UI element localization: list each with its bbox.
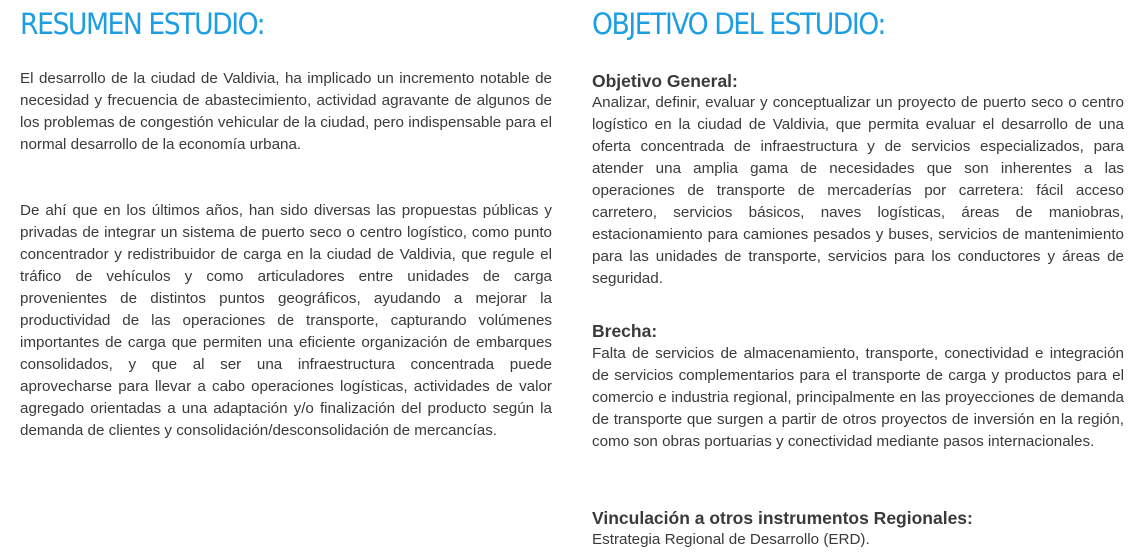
resumen-paragraph-1: El desarrollo de la ciudad de Valdivia, ha implicado un incremento notable de necesidad y frecuencia de abastecimiento, actividad agravante de algunos de los problemas de congestión vehicular de la ciudad, pero indispensable para el normal desarrollo de la economía urbana.	[20, 70, 552, 153]
vinculacion-text: Estrategia Regional de Desarrollo (ERD).	[592, 531, 870, 548]
resumen-paragraph-2: De ahí que en los últimos años, han sido diversas las propuestas públicas y privadas de integrar un sistema de puerto seco o centro logístico, como punto concentrador y redistribuidor de carga en la ciudad de Valdivia, que regule el tráfico de vehículos y como articuladores entre unidades de carga provenientes de distintos puntos geográficos, ayudando a mejorar la productividad de las operaciones de transporte, capturando volúmenes importantes de carga que permiten una eficiente organización de embarques consolidados, y que al ser una infraestructura concentrada puede aprovecharse para llevar a cabo operaciones logísticas, actividades de valor agregado orientadas a una adaptación y/o finalización del producto según la demanda de clientes y consolidación/desconsolidación de mercancías.	[20, 202, 552, 439]
brecha-heading: Brecha:	[592, 321, 658, 341]
brecha-text: Falta de servicios de almacenamiento, transporte, conectividad e integración de servicios complementarios para el transporte de carga y productos para el comercio e industria regional, principalmente en las proyecciones de demanda de transporte que surgen a partir de otros proyectos de inversión en la región, como son obras portuarias y conectividad mediante pasos internacionales.	[592, 345, 1124, 450]
objetivo-general-text: Analizar, definir, evaluar y conceptualizar un proyecto de puerto seco o centro logístico en la ciudad de Valdivia, que permita evaluar el desarrollo de una oferta concentrada de infraestructura y de servicios especializados, para atender una amplia gama de necesidades que son inherentes a las operaciones de transporte de mercaderías por carretera: fácil acceso carretero, servicios básicos, naves logísticas, áreas de maniobras, estacionamiento para camiones pesados y buses, servicios de mantenimiento para las unidades de transporte, servicios para los conductores y áreas de seguridad.	[592, 94, 1124, 287]
vinculacion-heading: Vinculación a otros instrumentos Regionales:	[592, 508, 973, 528]
objetivo-title: OBJETIVO DEL ESTUDIO:	[592, 7, 885, 41]
objetivo-general-heading: Objetivo General:	[592, 71, 738, 91]
resumen-title: RESUMEN ESTUDIO:	[20, 7, 265, 41]
